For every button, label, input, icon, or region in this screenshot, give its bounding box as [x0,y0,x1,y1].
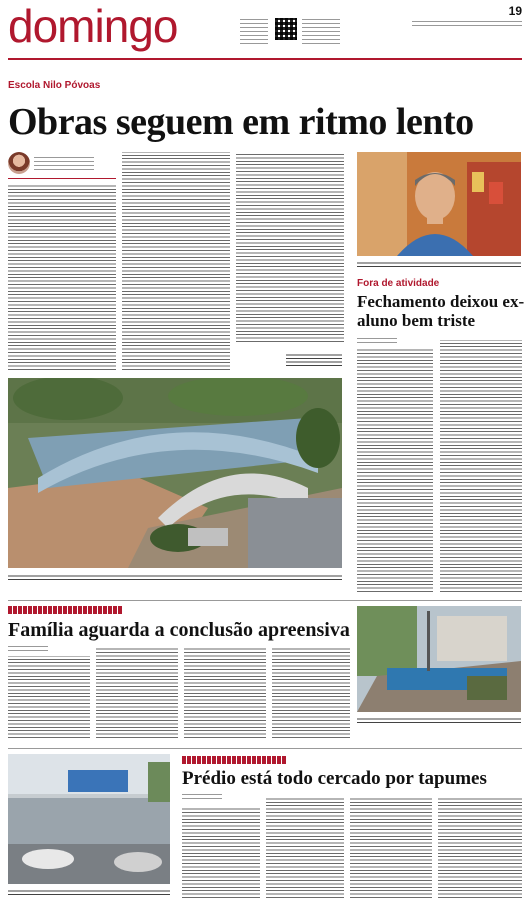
building-story-kicker [182,756,287,764]
building-story-column-2 [266,796,344,898]
masthead-date [412,18,522,26]
fenced-building-illustration [8,754,170,884]
construction-site-caption [357,718,521,723]
masthead-qr-caption [302,16,340,44]
family-story-column-3 [184,646,266,738]
masthead-rule [8,58,522,60]
masthead-info-block [240,16,268,44]
main-story-column-3 [236,152,344,342]
family-story-byline [8,646,48,651]
aerial-construction-photo [8,378,342,568]
family-story-kicker [8,606,123,614]
building-story-byline [182,794,222,799]
ex-student-portrait-photo [357,152,521,256]
portrait-caption [357,262,521,267]
construction-site-illustration [357,606,521,712]
section-divider-2 [8,748,522,749]
page-number: 19 [508,4,522,18]
side-story-column-1 [357,348,433,592]
building-story-headline: Prédio está todo cercado por tapumes [182,768,487,789]
fenced-building-caption [8,890,170,895]
family-story-column-4 [272,646,350,738]
building-story-column-1 [182,806,260,898]
side-story-headline: Fechamento deixou ex-aluno bem triste [357,292,525,330]
byline-rule [8,178,116,179]
fenced-building-photo [8,754,170,884]
building-story-column-4 [438,796,522,898]
main-photo-credit [286,352,342,366]
side-story-byline [357,338,397,343]
author-avatar [8,152,30,174]
family-story-column-2 [96,646,178,738]
author-byline [34,156,94,170]
section-divider-1 [8,600,522,601]
masthead-title: domingo [8,0,178,52]
construction-site-photo [357,606,521,712]
main-story-kicker: Escola Nilo Póvoas [8,80,101,91]
side-story-kicker: Fora de atividade [357,278,440,289]
aerial-photo-caption [8,574,342,580]
main-story-column-2 [122,152,230,370]
aerial-photo-illustration [8,378,342,568]
main-story-headline: Obras seguem em ritmo lento [8,101,474,143]
main-story-column-1 [8,184,116,370]
qr-code-icon [275,18,297,40]
portrait-illustration [357,152,521,256]
side-story-column-2 [440,340,522,592]
family-story-column-1 [8,656,90,738]
family-story-headline: Família aguarda a conclusão apreensiva [8,619,350,641]
building-story-column-3 [350,796,432,898]
